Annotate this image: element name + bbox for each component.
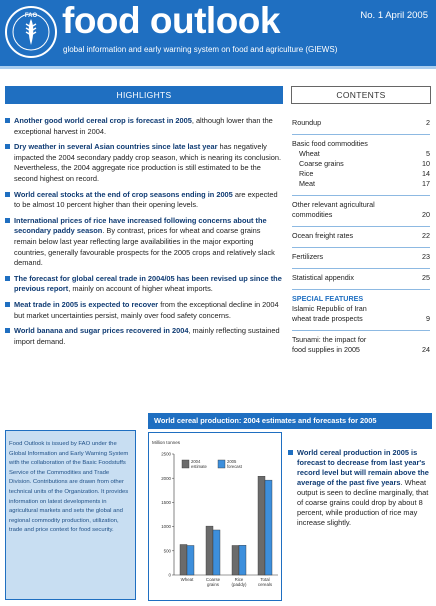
legend-label: forecast [227, 464, 242, 469]
toc-special-features-heading: SPECIAL FEATURES [292, 294, 364, 303]
toc-entry-rice[interactable]: Rice 14 [299, 169, 430, 178]
toc-entry-ocean[interactable]: Ocean freight rates 22 [292, 231, 430, 240]
bullet-icon [5, 218, 10, 223]
y-axis-label: Million tonnes [152, 440, 181, 445]
toc-entry-wheat[interactable]: Wheat 5 [299, 149, 430, 158]
y-tick-label: 1000 [161, 524, 171, 530]
header-divider [0, 66, 436, 69]
bullet-icon [5, 276, 10, 281]
highlight-item: World banana and sugar prices recovered in 2004, mainly reflecting sustained import demand. [5, 326, 283, 347]
toc-entry-iran[interactable]: Islamic Republic of Iran wheat trade prospects 9 [292, 304, 430, 323]
chart-commentary: World cereal production in 2005 is forecast to decrease from last year's record level but will remain above the average of the past five years. Wheat output is seen to decline marginally, that of coarse grains could drop by about 8 percent, while production of rice may increase slightly. [288, 448, 432, 528]
bullet-icon [5, 118, 10, 123]
bar-2005-3 [265, 480, 272, 575]
toc-entry-coarse-grains[interactable]: Coarse grains 10 [299, 159, 430, 168]
bullet-icon [5, 328, 10, 333]
cereal-production-chart [148, 432, 282, 601]
highlight-item: Another good world cereal crop is forecast in 2005, although lower than the exceptional harvest in 2004. [5, 116, 283, 137]
y-tick-label: 1500 [161, 500, 171, 505]
toc-divider [292, 247, 430, 248]
highlight-item: International prices of rice have increased following concerns about the secondary paddy season. By contrast, prices for wheat and coarse grains remain below last year reflecting large availabilities in the major exporting countries, generally favourable prospects for the 2005 crops and relatively slack demand. [5, 216, 283, 269]
chart-panel-title: World cereal production: 2004 estimates and forecasts for 2005 [148, 413, 432, 429]
toc-divider [292, 268, 430, 269]
x-tick-label: cereals [257, 582, 273, 587]
bar-2004-2 [232, 545, 239, 575]
publication-title: food outlook [62, 0, 280, 41]
contents-heading: CONTENTS [291, 86, 431, 104]
toc-entry-fertilizers[interactable]: Fertilizers 23 [292, 252, 430, 261]
legend-swatch [182, 460, 189, 468]
highlight-item: Meat trade in 2005 is expected to recover from the exceptional decline in 2004 but market uncertainties persist, mainly over food safety concerns. [5, 300, 283, 321]
highlight-item: World cereal stocks at the end of crop seasons ending in 2005 are expected to be almost 10 percent higher than their opening levels. [5, 190, 283, 211]
y-tick-label: 0 [168, 572, 171, 578]
x-tick-label: Total [260, 577, 270, 582]
toc-section-basic: Basic food commodities [292, 139, 368, 148]
bar-2004-3 [258, 476, 265, 575]
bullet-icon [288, 450, 293, 455]
toc-divider [292, 289, 430, 290]
fao-logo-icon [4, 5, 58, 59]
bar-2004-1 [206, 526, 213, 575]
y-tick-label: 500 [163, 548, 171, 554]
y-tick-label: 2000 [161, 475, 171, 481]
bullet-icon [5, 302, 10, 307]
toc-divider [292, 134, 430, 135]
toc-entry-appendix[interactable]: Statistical appendix 25 [292, 273, 430, 282]
toc-divider [292, 226, 430, 227]
x-tick-label: Wheat [180, 577, 194, 582]
toc-divider [292, 195, 430, 196]
highlight-item: The forecast for global cereal trade in 2004/05 has been revised up since the previous report, mainly on account of higher wheat imports. [5, 274, 283, 295]
table-of-contents [292, 118, 430, 355]
svg-text:FAO: FAO [24, 13, 38, 19]
bar-2005-0 [187, 545, 194, 575]
toc-entry-roundup[interactable]: Roundup 2 [292, 118, 430, 127]
toc-entry-tsunami[interactable]: Tsunami: the impact for food supplies in 2005 24 [292, 335, 430, 354]
legend-label: 2004 [191, 459, 201, 464]
about-text: Food Outlook is issued by FAO under the Global Information and Early Warning System with the collaboration of the Basic Foodstuffs Service of the Commodities and Trade Division. Contributions are drawn from other technical units of the Organization. It provides information on latest developments in agricultural markets and sets the global and regional commodity production, utilization, trade and price context for food security. [9, 441, 129, 534]
y-tick-label: 2500 [161, 451, 171, 457]
x-tick-label: Rice [234, 577, 244, 582]
toc-entry-meat[interactable]: Meat 17 [299, 179, 430, 188]
x-tick-label: (paddy) [231, 582, 247, 587]
highlights-heading: HIGHLIGHTS [5, 86, 283, 104]
legend-label: 2005 [227, 459, 237, 464]
bullet-icon [5, 192, 10, 197]
bar-2005-1 [213, 530, 220, 575]
x-tick-label: Coarse [205, 577, 221, 582]
highlight-item: Dry weather in several Asian countries since late last year has negatively impacted the 2004 secondary paddy crop season, which is nearing its conclusion. Nevertheless, the 2004 aggregate rice production is still estimated to be the second highest on record. [5, 142, 283, 184]
bar-2004-0 [180, 545, 187, 575]
toc-entry-other[interactable]: Other relevant agricultural commodities 20 [292, 200, 430, 219]
x-tick-label: grains [207, 582, 219, 587]
issue-number: No. 1 April 2005 [360, 10, 428, 21]
legend-swatch [218, 460, 225, 468]
bar-2005-2 [239, 545, 246, 575]
highlights-list [5, 116, 283, 352]
publication-subtitle: global information and early warning system on food and agriculture (GIEWS) [63, 45, 338, 54]
bullet-icon [5, 144, 10, 149]
toc-basic-list [292, 149, 430, 189]
legend-label: estimate [191, 464, 207, 469]
toc-divider [292, 330, 430, 331]
masthead [0, 0, 436, 66]
